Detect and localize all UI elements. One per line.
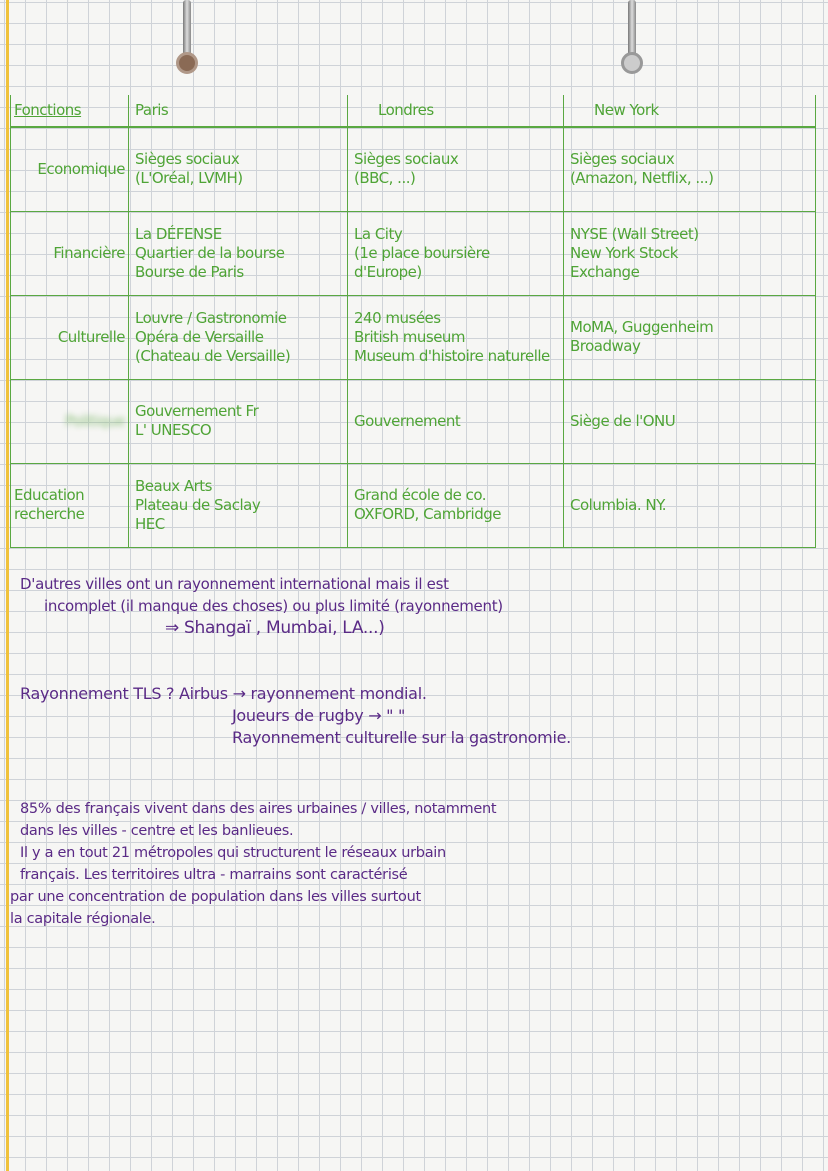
notes-paragraph-2 — [20, 683, 571, 749]
cell-text: New York Stock — [570, 243, 678, 262]
cell-text: Sièges sociaux — [135, 150, 240, 169]
cell-text: Politique — [65, 411, 125, 430]
cell-text: Sièges sociaux — [354, 150, 459, 169]
cell-text: Exchange — [570, 262, 640, 281]
cell-ny — [564, 463, 816, 547]
cell-text: L' UNESCO — [135, 421, 212, 439]
note-line: D'autres villes ont un rayonnement international mais il est — [20, 575, 449, 593]
cell-ny — [564, 211, 816, 295]
cell-text: Sièges sociaux — [570, 150, 675, 169]
notes-paragraph-3 — [10, 798, 497, 930]
cell-text: 240 musées — [354, 308, 441, 327]
note-line: Joueurs de rugby → " " — [232, 706, 406, 725]
cell-text: Museum d'histoire naturelle — [354, 346, 550, 365]
cell-text: d'Europe) — [354, 262, 422, 281]
cell-text: Opéra de Versaille — [135, 327, 264, 346]
note-line: ⇒ Shangaï , Mumbai, LA...) — [165, 618, 385, 638]
table-row — [11, 127, 816, 211]
cell-label — [11, 379, 129, 463]
note-line: 85% des français vivent dans des aires urbaines / villes, notamment — [20, 801, 497, 817]
cell-text: (1e place boursière — [354, 243, 490, 262]
cell-text: MoMA, Guggenheim — [570, 318, 714, 336]
cell-text: Plateau de Saclay — [135, 495, 261, 514]
note-line: français. Les territoires ultra - marrains sont caractérisé — [20, 867, 408, 883]
cell-text: Financière — [53, 243, 125, 262]
cell-text: Bourse de Paris — [135, 262, 244, 281]
header-new-york: New York — [564, 95, 816, 127]
cell-text: Quartier de la bourse — [135, 243, 285, 262]
cell-text: Columbia. NY. — [570, 495, 666, 514]
cell-text: (L'Oréal, LVMH) — [135, 169, 243, 188]
note-line: la capitale régionale. — [10, 911, 156, 927]
margin-line — [6, 0, 9, 1171]
table-row — [11, 379, 816, 463]
cell-paris — [129, 379, 348, 463]
cell-text: Gouvernement Fr — [135, 402, 259, 420]
cell-label — [11, 463, 129, 547]
cities-functions-table — [10, 95, 816, 548]
cell-text: (BBC, ...) — [354, 169, 416, 188]
cell-text: Beaux Arts — [135, 476, 212, 495]
binder-ring-right — [621, 0, 643, 80]
cell-text: Louvre / Gastronomie — [135, 308, 287, 327]
cell-label — [11, 211, 129, 295]
cell-text: British museum — [354, 327, 466, 346]
cell-london — [348, 211, 564, 295]
cell-text: (Amazon, Netflix, ...) — [570, 169, 714, 188]
header-fonctions: Fonctions — [11, 95, 129, 127]
cell-paris — [129, 127, 348, 211]
cell-text: Gouvernement — [354, 411, 461, 430]
cell-text: (Chateau de Versaille) — [135, 346, 291, 365]
table-header-row — [11, 95, 816, 127]
cell-paris — [129, 211, 348, 295]
cell-text: Siège de l'ONU — [570, 411, 676, 430]
notes-paragraph-1 — [20, 573, 503, 639]
table-row — [11, 211, 816, 295]
cell-paris — [129, 463, 348, 547]
cell-ny — [564, 295, 816, 379]
cell-london — [348, 463, 564, 547]
cell-london — [348, 127, 564, 211]
note-line: dans les villes - centre et les banlieues. — [20, 823, 294, 839]
table-row — [11, 295, 816, 379]
note-line: par une concentration de population dans les villes surtout — [10, 889, 421, 905]
cell-text: La DÉFENSE — [135, 224, 222, 243]
note-line: Rayonnement TLS ? Airbus → rayonnement mondial. — [20, 684, 427, 703]
header-london: Londres — [348, 95, 564, 127]
note-line: Il y a en tout 21 métropoles qui structurent le réseaux urbain — [20, 845, 446, 861]
cell-text: Grand école de co. — [354, 486, 487, 504]
binder-ring-left — [176, 0, 198, 80]
cell-ny — [564, 127, 816, 211]
table-row — [11, 463, 816, 547]
cell-label — [11, 295, 129, 379]
cell-text: Broadway — [570, 337, 641, 355]
cell-london — [348, 379, 564, 463]
cell-ny — [564, 379, 816, 463]
cell-text: NYSE (Wall Street) — [570, 224, 699, 243]
cell-text: Economique — [37, 159, 125, 178]
cell-paris — [129, 295, 348, 379]
cell-text: recherche — [14, 505, 85, 523]
cell-text: Culturelle — [57, 327, 125, 346]
cell-text: OXFORD, Cambridge — [354, 505, 501, 523]
cell-text: La City — [354, 224, 403, 243]
cell-text: HEC — [135, 514, 165, 533]
note-line: Rayonnement culturelle sur la gastronomie. — [232, 728, 571, 747]
cell-label — [11, 127, 129, 211]
cell-london — [348, 295, 564, 379]
cell-text: Education — [14, 486, 85, 504]
header-paris: Paris — [129, 95, 348, 127]
note-line: incomplet (il manque des choses) ou plus limité (rayonnement) — [44, 597, 503, 615]
